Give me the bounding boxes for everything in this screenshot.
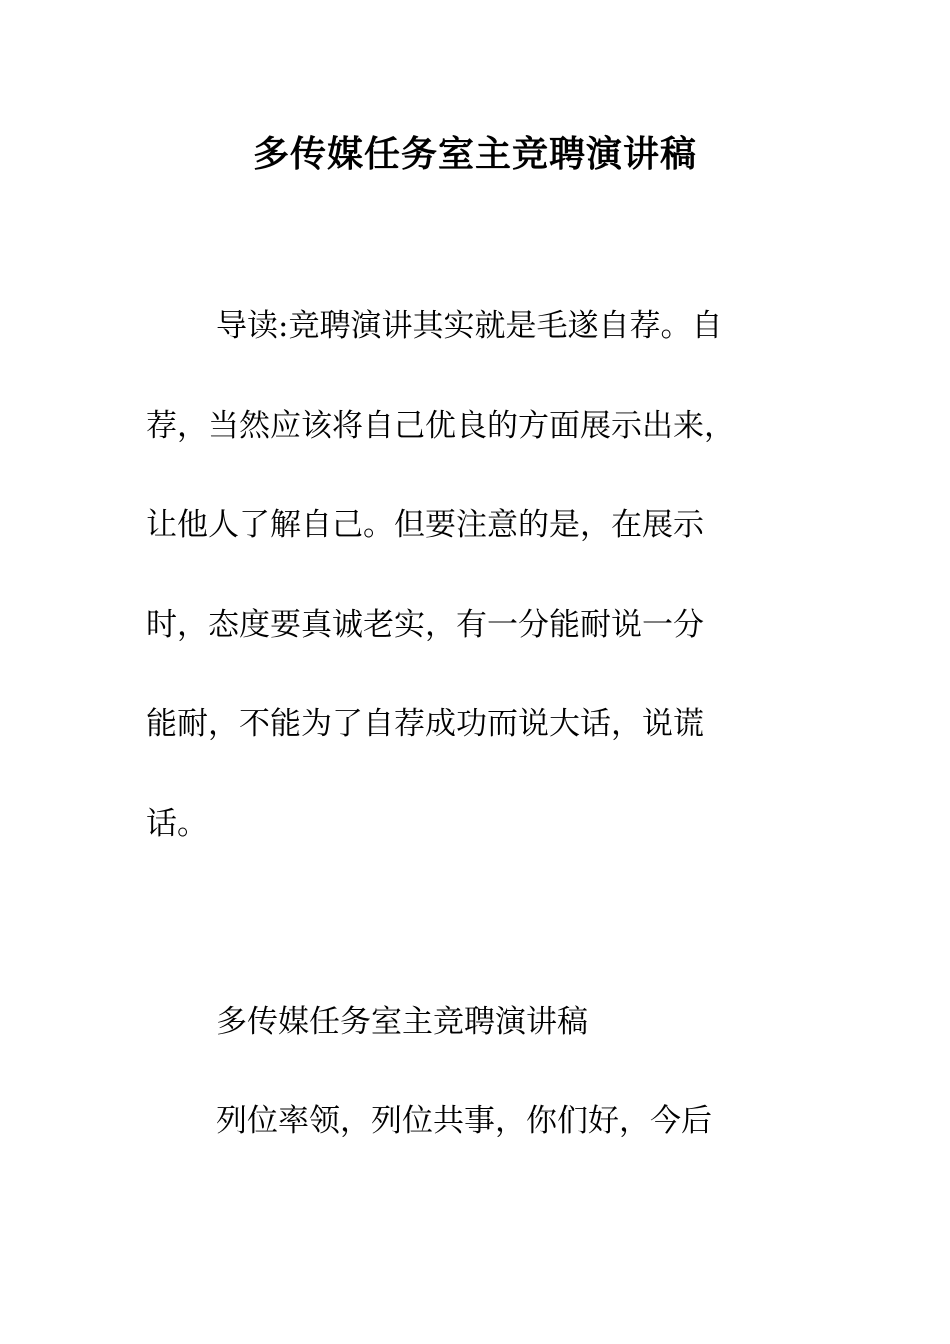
- body-line-1: 列位率领，列位共事，你们好，今后: [216, 1103, 712, 1139]
- intro-line-2: 荐，当然应该将自己优良的方面展示出来，: [146, 408, 735, 444]
- intro-line-1: 导读:竞聘演讲其实就是毛遂自荐。自: [216, 308, 723, 344]
- intro-line-6: 话。: [146, 806, 208, 842]
- intro-line-5: 能耐，不能为了自荐成功而说大话，说谎: [146, 706, 704, 742]
- speech-subtitle: 多传媒任务室主竞聘演讲稿: [216, 1004, 588, 1040]
- intro-line-3: 让他人了解自己。但要注意的是，在展示: [146, 507, 704, 543]
- intro-line-4: 时，态度要真诚老实，有一分能耐说一分: [146, 607, 704, 643]
- document-title: 多传媒任务室主竞聘演讲稿: [252, 133, 697, 175]
